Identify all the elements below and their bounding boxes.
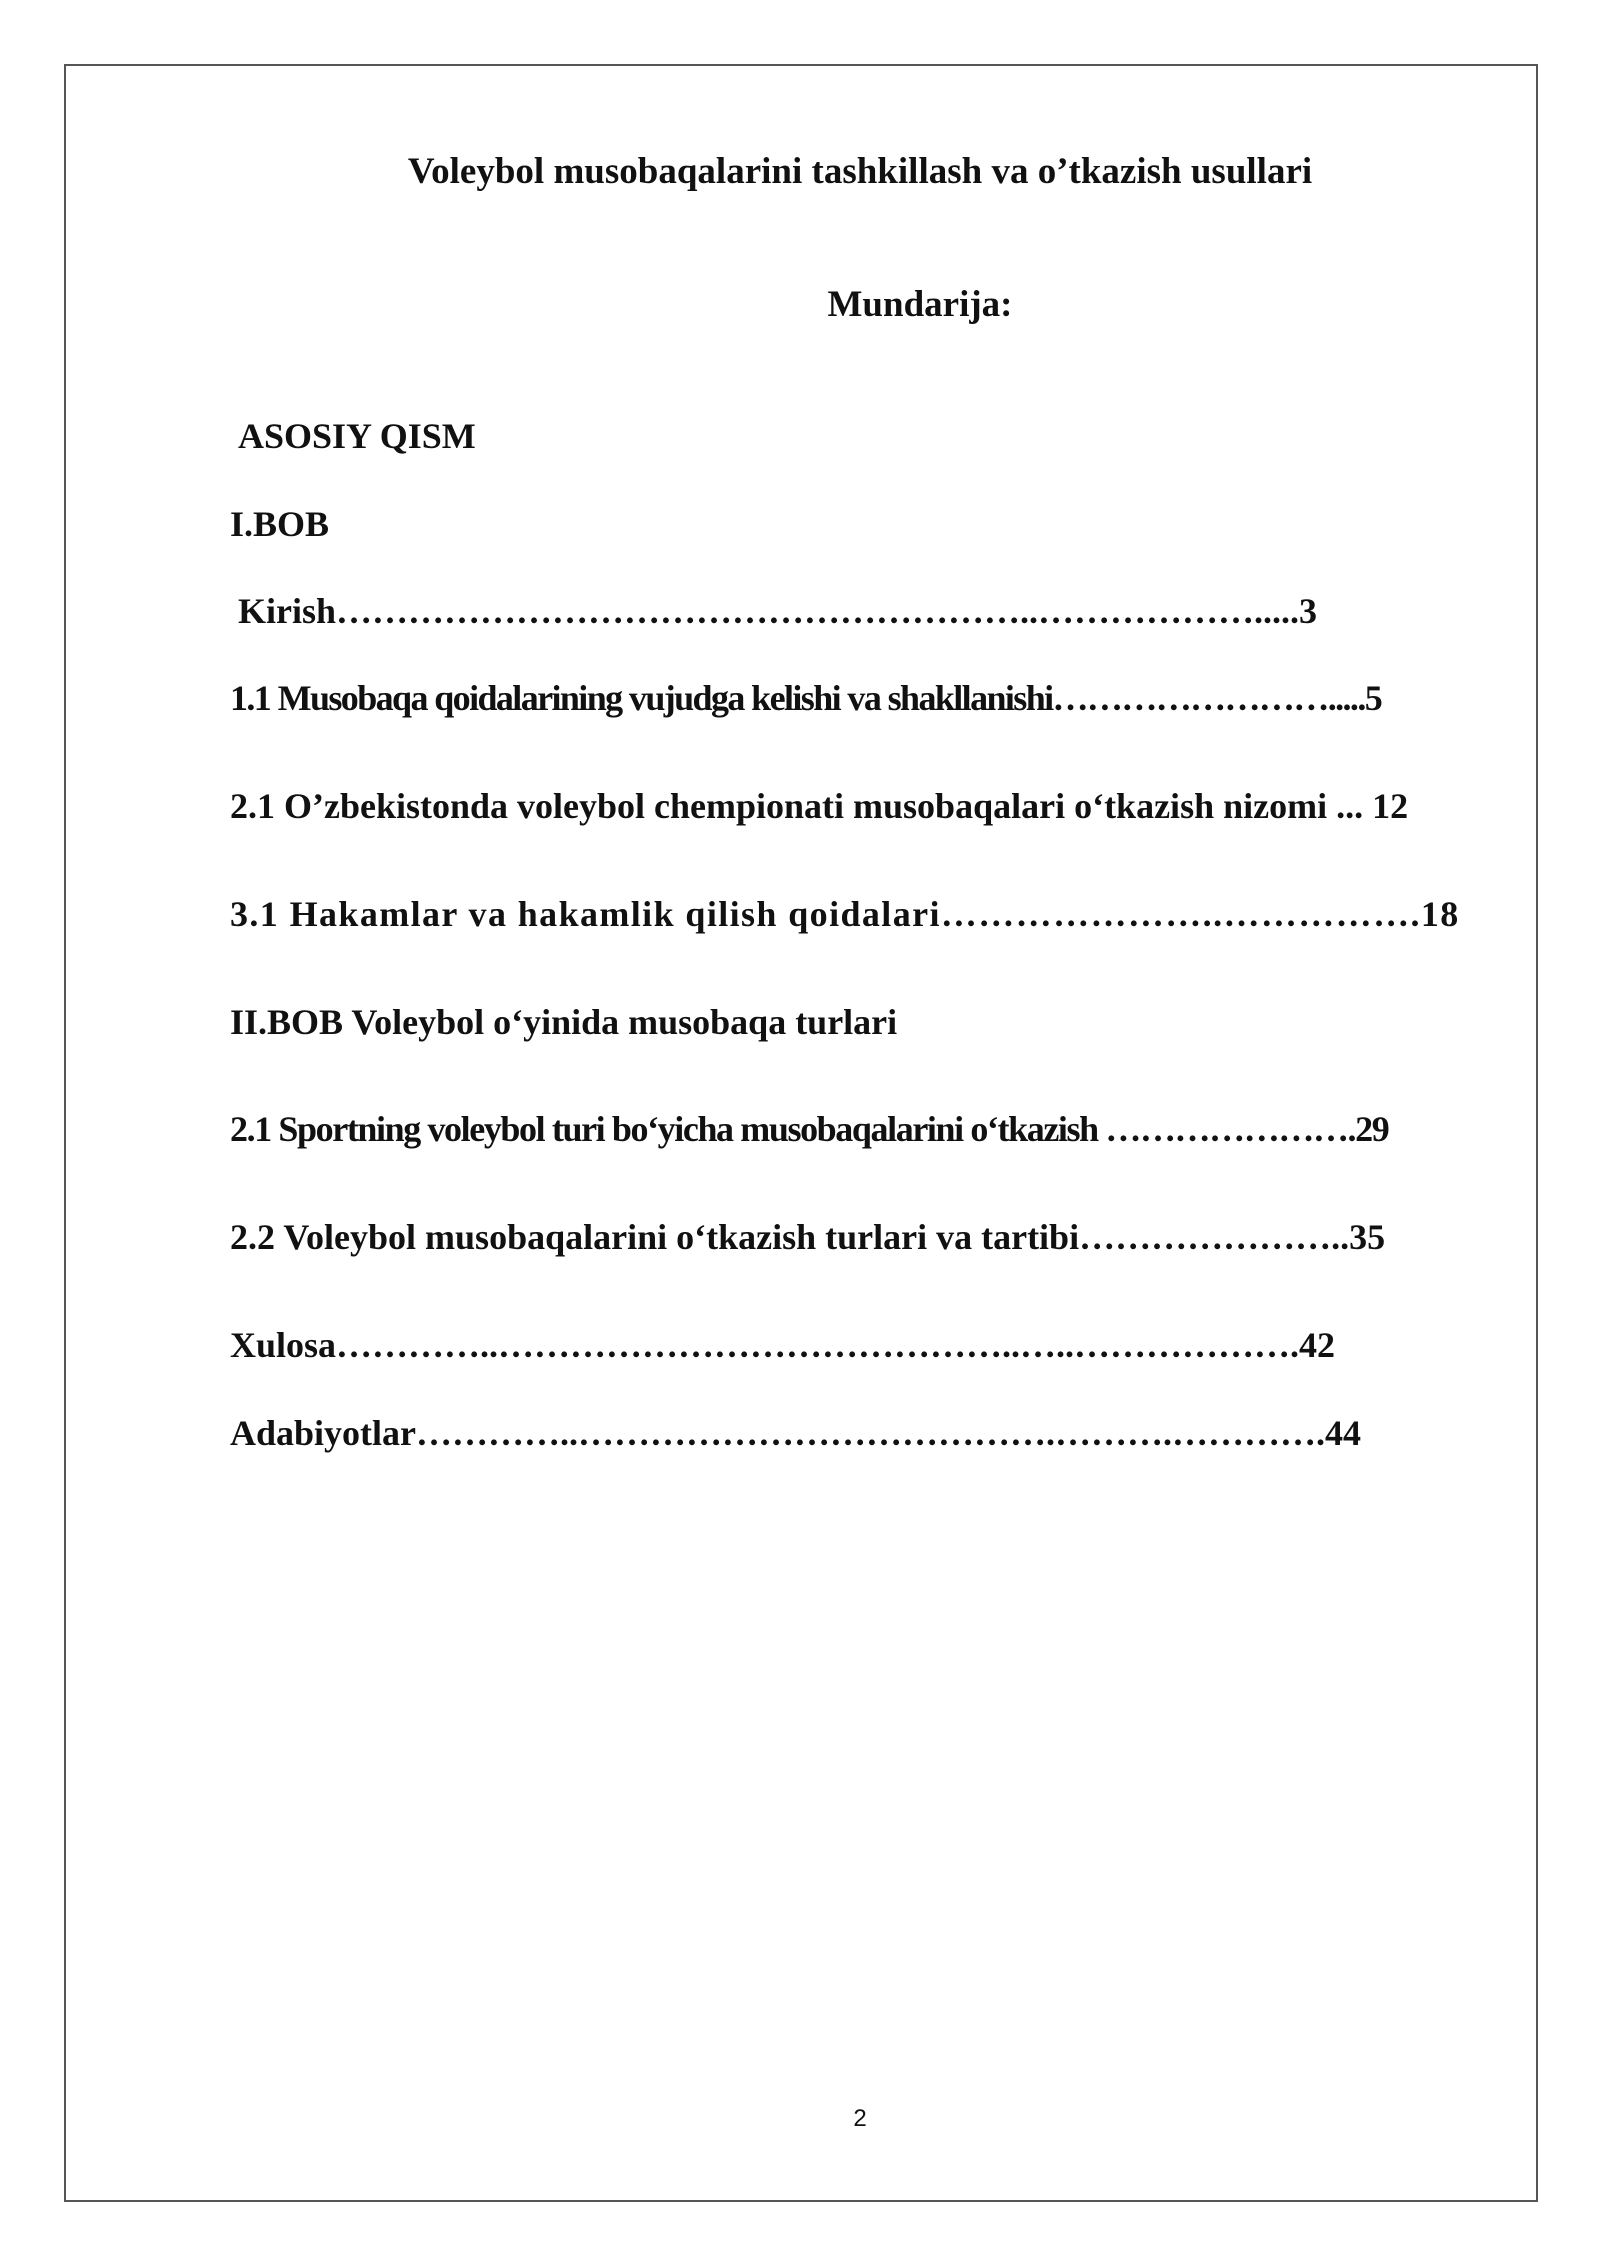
toc-section-asosiy-qism: ASOSIY QISM bbox=[238, 416, 476, 456]
toc-entry-adabiyotlar: Adabiyotlar…………..………………………………….……….………….44 bbox=[230, 1413, 1362, 1453]
toc-entry-xulosa: Xulosa…………..……………………………………..…..……………….42 bbox=[230, 1325, 1336, 1365]
toc-entry-kirish: Kirish…………………………………………………..……………….....3 bbox=[238, 591, 1318, 631]
document-title: Voleybol musobaqalarini tashkillash va o’tkazish usullari bbox=[407, 151, 1313, 192]
toc-entry-1-1: 1.1 Musobaqa qoidalarining vujudga kelishi va shakllanishi…………………….....5 bbox=[230, 678, 1382, 718]
page-number: 2 bbox=[853, 2105, 867, 2132]
toc-chapter-1: I.BOB bbox=[230, 504, 330, 544]
toc-chapter-2: II.BOB Voleybol o‘yinida musobaqa turlari bbox=[230, 1002, 898, 1042]
toc-entry-2-1-nizom: 2.1 O’zbekistonda voleybol chempionati musobaqalari o‘tkazish nizomi ... 12 bbox=[230, 786, 1409, 826]
toc-entry-3-1: 3.1 Hakamlar va hakamlik qilish qoidalari…………………..…………….18 bbox=[230, 894, 1460, 934]
toc-entry-2-2: 2.2 Voleybol musobaqalarini o‘tkazish turlari va tartibi…………………..35 bbox=[230, 1217, 1386, 1257]
toc-heading: Mundarija: bbox=[827, 284, 1013, 325]
toc-entry-2-1-sport: 2.1 Sportning voleybol turi bo‘yicha musobaqalarini o‘tkazish ………………….29 bbox=[230, 1109, 1389, 1149]
